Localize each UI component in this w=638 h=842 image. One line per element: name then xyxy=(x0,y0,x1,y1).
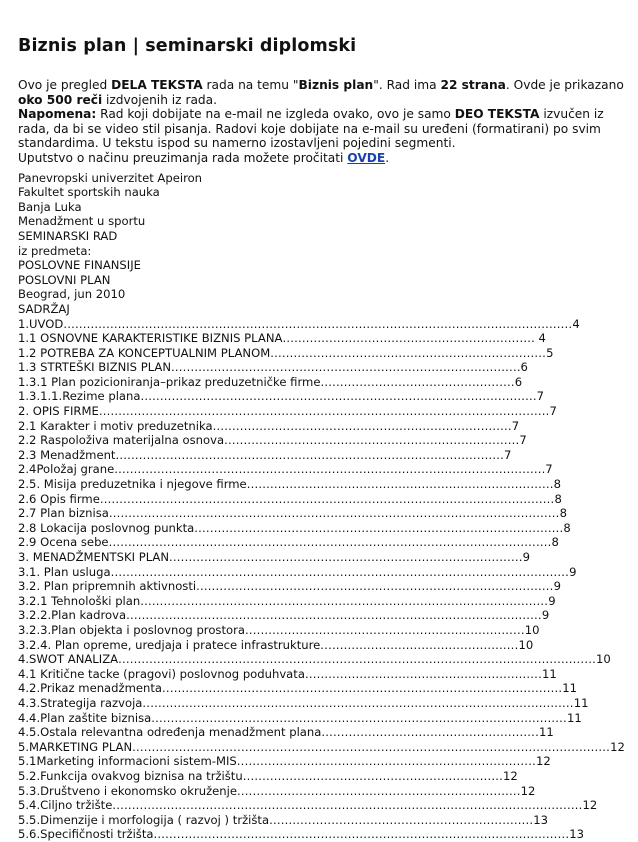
toc-entry-label: 1.3.1 Plan pozicioniranja–prikaz preduzetničke firme xyxy=(18,374,321,389)
toc-entry-dots: ............................................................................................... xyxy=(194,520,564,535)
toc-entry-dots: ........................................................................................................... xyxy=(151,710,567,725)
toc-entry-page: 13 xyxy=(569,827,584,842)
toc-entry-dots: ....................................................................... xyxy=(270,345,547,360)
toc-entry-page: 7 xyxy=(519,433,527,448)
intro-text: izdvojenih iz rada. xyxy=(102,92,218,107)
toc-entry-label: 5.3.Društveno i ekonomsko okruženje xyxy=(18,783,238,798)
document-body xyxy=(18,171,630,842)
toc-entry-page: 12 xyxy=(610,739,625,754)
toc-entry-dots: ......................................................................... xyxy=(237,783,521,798)
toc-entry xyxy=(18,535,630,550)
toc-entry-label: 2.5. Misija preduzetnika i njegove firme xyxy=(18,477,247,492)
note-text: Rad koji dobijate na e-mail ne izgleda ovako, ovo je samo xyxy=(96,107,455,122)
toc-entry xyxy=(18,740,630,755)
toc-entry-page: 12 xyxy=(535,754,551,769)
toc-entry-page: 11 xyxy=(562,681,577,696)
toc-entry-label: 5.6.Specifičnosti tržišta xyxy=(18,827,154,842)
toc-entry-dots: .................................................. xyxy=(320,374,515,389)
toc-entry xyxy=(18,769,630,784)
toc-entry-page: 4 xyxy=(572,316,580,331)
toc-entry-page: .6 xyxy=(516,360,528,375)
title-page-line: POSLOVNI PLAN xyxy=(18,272,111,287)
toc-entry-dots: ............................................................................... xyxy=(246,477,554,492)
toc-entry xyxy=(18,360,630,375)
toc-entry-dots: ............................................................................. xyxy=(236,754,536,769)
toc-entry-page: 12 xyxy=(520,783,536,798)
toc-entry-page: 11 xyxy=(541,666,557,681)
page-title: Biznis plan | seminarski diplomski xyxy=(18,36,357,56)
title-page-line: Beograd, jun 2010 xyxy=(18,287,126,302)
title-page-line: Menadžment u sportu xyxy=(18,214,146,229)
toc-entry-dots: .................................................................................................................... xyxy=(108,506,560,521)
intro-bold: 22 strana xyxy=(440,78,506,92)
toc-entry-label: 2. OPIS FIRME xyxy=(18,404,99,419)
toc-entry-label: 1.3.1.1.Rezime plana xyxy=(18,389,141,404)
toc-entry xyxy=(18,827,630,842)
toc-entry-page: 8 xyxy=(554,491,562,506)
intro-bold: Biznis plan xyxy=(298,78,374,92)
toc-entry-label: 5.1Marketing informacioni sistem-MIS xyxy=(18,754,237,769)
instructions-text: . xyxy=(385,150,390,165)
instructions-paragraph xyxy=(18,151,630,166)
toc-entry-dots: ......................................................................................................................... xyxy=(112,798,583,813)
toc-entry-dots: ........................................................................................................................... xyxy=(132,739,611,754)
toc-entry-dots: ............................................................................................ xyxy=(196,579,554,594)
toc-entry-page: . 4 xyxy=(531,331,546,346)
toc-entry-page: 9 xyxy=(522,550,530,564)
toc-entry-label: 3.2. Plan pripremnih aktivnosti xyxy=(18,579,197,594)
toc-entry-page: 12 xyxy=(582,798,598,813)
toc-entry-dots: ........................................................................................................... xyxy=(153,827,570,842)
toc-entry-dots: ......................................................................................... xyxy=(171,360,517,375)
toc-entry xyxy=(18,346,630,361)
toc-entry xyxy=(18,375,630,390)
toc-entry-label: 2.4Položaj grane xyxy=(18,462,115,477)
toc-entry xyxy=(18,638,630,653)
title-page-line: SEMINARSKI RAD xyxy=(18,228,118,243)
toc-entry-page: 10 xyxy=(595,652,611,667)
toc-entry-label: 2.3 Menadžment xyxy=(18,447,116,462)
intro-text: rada na temu " xyxy=(202,78,299,92)
intro-paragraph xyxy=(18,78,630,107)
toc-entry xyxy=(18,681,630,696)
toc-entry-page: 10 xyxy=(518,637,534,652)
toc-entry-page: 11 xyxy=(566,710,582,725)
toc-entry-dots: ............................................................................................................... xyxy=(142,695,574,710)
toc-entry-label: 3.2.3.Plan objekta i poslovnog prostora xyxy=(18,622,245,637)
title-page-line: Fakultet sportskih nauka xyxy=(18,185,160,200)
intro-text: . Ovde je prikazano xyxy=(505,78,624,92)
toc-entry-dots: ........................................................................................................... xyxy=(126,608,542,623)
toc-entry-page: 7 xyxy=(549,404,557,419)
title-page-line: iz predmeta: xyxy=(18,243,92,258)
instructions-text: Uputstvo o načinu preuzimanja rada možete pročitati xyxy=(18,150,348,165)
toc-entry-page: .7 xyxy=(541,462,553,477)
title-page-lines xyxy=(18,171,630,317)
toc-entry-dots: ...................................................................................................................... xyxy=(110,564,570,579)
toc-entry xyxy=(18,331,630,346)
toc-entry xyxy=(18,813,630,828)
toc-entry-dots: ............................................................................ xyxy=(224,433,520,448)
toc-entry-dots: ............................................................................. xyxy=(212,418,512,433)
toc-entry-label: 3.2.2.Plan kadrova xyxy=(18,608,127,623)
toc-entry-label: 1.3 STRTEŠKI BIZNIS PLAN xyxy=(18,360,172,375)
toc-entry-label: 1.UVOD xyxy=(18,316,64,331)
toc-entry-label: 1.2 POTREBA ZA KONCEPTUALNIM PLANOM xyxy=(18,345,271,360)
toc-entry xyxy=(18,506,630,521)
toc-entry-page: 9 xyxy=(548,593,556,608)
toc-entry xyxy=(18,448,630,463)
toc-entry-page: 9 xyxy=(553,579,561,594)
toc-entry-dots: .............................................................................................................. xyxy=(114,462,542,477)
toc-entry xyxy=(18,565,630,580)
toc-entry-dots: .................................................................................................................... xyxy=(98,404,550,419)
toc-entry xyxy=(18,594,630,609)
toc-entry-page: 5 xyxy=(546,345,554,360)
intro-bold: DELA TEKSTA xyxy=(111,78,203,92)
toc-entry-dots: ....................................................................................................... xyxy=(162,681,563,696)
toc-entry-page: 7 xyxy=(511,418,520,433)
toc-entry-label: 5.5.Dimenzije i morfologija ( razvoj ) tržišta xyxy=(18,812,270,827)
toc-entry xyxy=(18,623,630,638)
toc-entry-page: 8 xyxy=(553,477,562,492)
title-page-line: Banja Luka xyxy=(18,199,82,214)
note-text: izvučen iz rada, da bi se video stil pisanja. Radovi koje dobijate na e-mail su uređeni (formatirani) po svim standardima. U tekstu ispod su namerno izostavljeni pojedini segmenti. xyxy=(18,107,604,151)
toc-entry-page: 8 xyxy=(559,506,567,521)
title-page-line: Panevropski univerzitet Apeiron xyxy=(18,170,203,185)
toc-entry-dots: ........................................................ xyxy=(321,725,539,740)
toc-entry-page: 11 xyxy=(573,695,589,710)
toc-entry-dots: .................................................................................................... xyxy=(115,447,505,462)
toc-entry-dots: ........................................................................ xyxy=(244,622,525,637)
toc-entry-label: 4.2.Prikaz menadžmenta xyxy=(18,681,163,696)
toc-entry xyxy=(18,652,630,667)
toc-entry-page: 10 xyxy=(524,622,540,637)
toc-entry xyxy=(18,667,630,682)
toc-entry-label: 3.2.4. Plan opreme, uredjaja i pratece infrastrukture xyxy=(18,637,321,652)
intro-text: ". Rad ima xyxy=(373,78,441,92)
toc-entry xyxy=(18,784,630,799)
toc-entry-dots: ......................................................................................................... xyxy=(140,593,549,608)
toc-entry xyxy=(18,711,630,726)
toc-entry xyxy=(18,798,630,813)
toc-entry-dots: ............................................................. xyxy=(304,666,542,681)
toc-entry-label: 2.1 Karakter i motiv preduzetnika xyxy=(18,418,213,433)
toc-entry-page: 8 xyxy=(563,520,571,535)
toc-entry-label: 4.4.Plan zaštite biznisa xyxy=(18,710,152,725)
toc-entry xyxy=(18,492,630,507)
toc-entry xyxy=(18,521,630,536)
toc-entry-label: 3. MENADŽMENTSKI PLAN xyxy=(18,550,170,564)
toc-entry-label: 5.4.Ciljno tržište xyxy=(18,798,113,813)
toc-entry-dots: .................................................................... xyxy=(269,812,534,827)
toc-entry-dots: ........................................................................................... xyxy=(169,550,523,564)
toc-entry-page: 12 xyxy=(503,768,518,783)
toc-entry-label: 3.2.1 Tehnološki plan xyxy=(18,593,141,608)
note-paragraph xyxy=(18,107,630,151)
table-of-contents xyxy=(18,317,630,842)
toc-entry xyxy=(18,608,630,623)
toc-entry-dots: ................................................................... xyxy=(242,768,504,783)
toc-entry-page: 13 xyxy=(533,812,549,827)
toc-entry-label: 4.1 Kritične tacke (pragovi) poslovnog poduhvata xyxy=(18,666,305,681)
toc-entry-page: 11 xyxy=(538,725,554,740)
toc-entry-dots: .................................................................................................................. xyxy=(108,535,552,550)
toc-entry-label: 5.MARKETING PLAN xyxy=(18,739,133,754)
toc-entry xyxy=(18,477,630,492)
toc-entry-page: 8 xyxy=(551,535,559,550)
toc-entry-label: 2.9 Ocena sebe xyxy=(18,535,109,550)
toc-entry-label: 5.2.Funkcija ovakvog biznisa na tržištu xyxy=(18,768,243,783)
toc-entry xyxy=(18,754,630,769)
toc-entry-page: 6 xyxy=(514,374,523,389)
toc-entry-label: 2.2 Raspoloživa materijalna osnova xyxy=(18,433,225,448)
toc-entry-label: 2.6 Opis firme xyxy=(18,491,100,506)
toc-entry-page: 9 xyxy=(569,564,577,579)
toc-entry xyxy=(18,433,630,448)
title-page-line: POSLOVNE FINANSIJE xyxy=(18,258,141,273)
title-page-line: SADRŽAJ xyxy=(18,301,70,316)
toc-entry-dots: ................................................................................................................................... xyxy=(63,316,573,331)
toc-entry-label: 1.1 OSNOVNE KARAKTERISTIKE BIZNIS PLANA xyxy=(18,331,283,346)
toc-entry xyxy=(18,404,630,419)
toc-entry-dots: ........................................................................................................................... xyxy=(118,652,596,667)
toc-entry-page: 9 xyxy=(541,608,550,623)
toc-entry-label: 4.SWOT ANALIZA xyxy=(18,652,119,667)
toc-entry-label: 2.7 Plan biznisa xyxy=(18,506,109,521)
toc-entry xyxy=(18,579,630,594)
toc-entry-page: 7 xyxy=(504,447,512,462)
toc-entry-label: 4.3.Strategija razvoja xyxy=(18,695,143,710)
toc-entry xyxy=(18,419,630,434)
toc-entry-dots: ................................................................ xyxy=(282,331,532,346)
toc-entry xyxy=(18,725,630,740)
toc-entry-label: 3.1. Plan usluga xyxy=(18,564,111,579)
toc-entry xyxy=(18,696,630,711)
note-bold: DEO TEKSTA xyxy=(454,107,540,122)
toc-entry-label: 4.5.Ostala relevantna određenja menadžment plana xyxy=(18,725,322,740)
toc-entry-dots: ................................................... xyxy=(320,637,519,652)
toc-entry-page: .7 xyxy=(532,389,544,404)
intro-notice xyxy=(18,78,630,166)
toc-entry-dots: ..................................................................................................... xyxy=(140,389,533,404)
toc-entry-label: 2.8 Lokacija poslovnog punkta xyxy=(18,520,195,535)
note-label: Napomena: xyxy=(18,107,97,122)
intro-text: Ovo je pregled xyxy=(18,78,112,92)
toc-entry xyxy=(18,550,630,565)
intro-bold: oko 500 reči xyxy=(18,92,103,107)
toc-entry-dots: ..................................................................................................................... xyxy=(99,491,555,506)
toc-entry xyxy=(18,462,630,477)
instructions-link[interactable]: OVDE xyxy=(347,150,386,165)
toc-entry xyxy=(18,389,630,404)
toc-entry xyxy=(18,317,630,332)
